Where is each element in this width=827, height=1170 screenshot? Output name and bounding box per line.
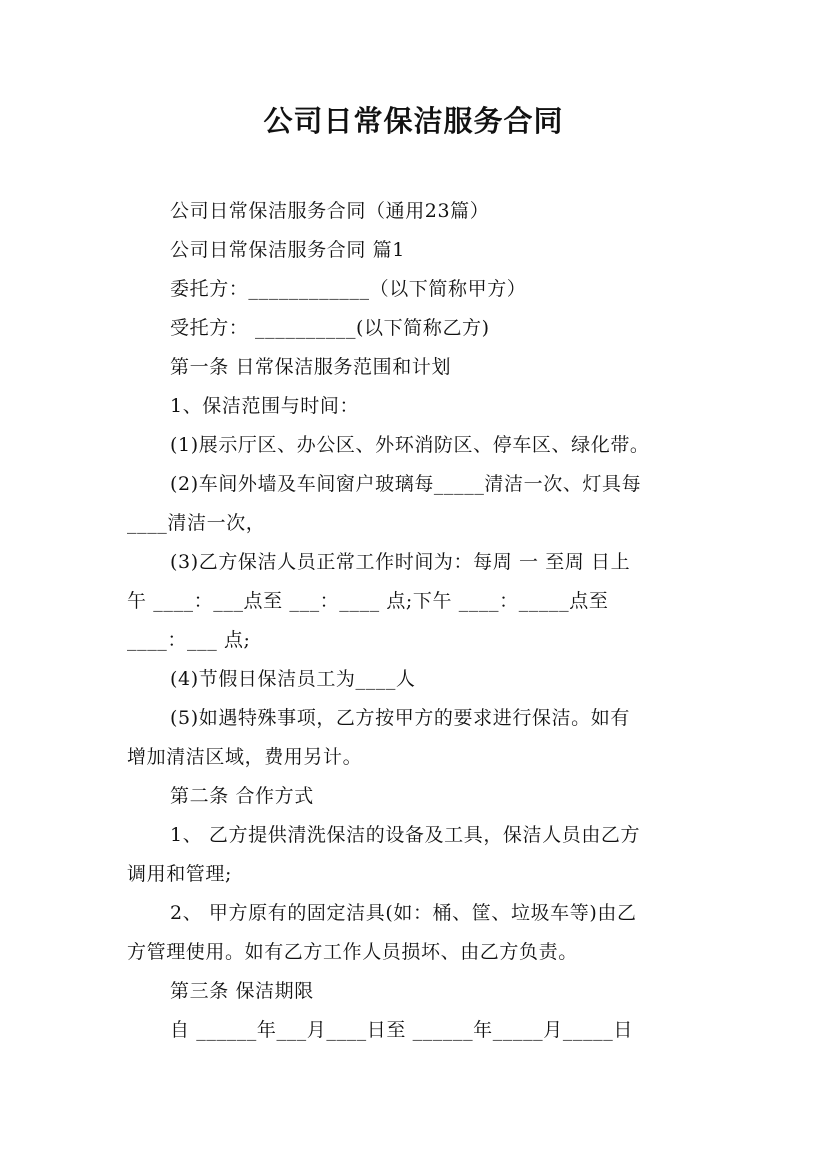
paragraph-line: (5)如遇特殊事项，乙方按甲方的要求进行保洁。如有: [170, 707, 630, 729]
paragraph-line: ____：___ 点;: [127, 629, 251, 651]
paragraph-line: 增加清洁区域，费用另计。: [127, 746, 363, 768]
paragraph-line: 2、 甲方原有的固定洁具(如：桶、筐、垃圾车等)由乙: [170, 902, 637, 924]
paragraph-line: (2)车间外墙及车间窗户玻璃每_____清洁一次、灯具每: [170, 473, 642, 495]
article-3-heading: 第三条 保洁期限: [170, 980, 314, 1002]
paragraph-line: 午 ____：___点至 ___：____ 点;下午 ____：_____点至: [127, 590, 609, 612]
document-title: 公司日常保洁服务合同: [263, 104, 564, 138]
article-1-heading: 第一条 日常保洁服务范围和计划: [170, 356, 452, 378]
paragraph-line: 1、 乙方提供清洗保洁的设备及工具，保洁人员由乙方: [170, 824, 641, 846]
paragraph-line: 方管理使用。如有乙方工作人员损坏、由乙方负责。: [127, 941, 578, 963]
paragraph-line: 自 ______年___月____日至 ______年_____月_____日: [170, 1019, 633, 1041]
paragraph-line: (1)展示厅区、办公区、外环消防区、停车区、绿化带。: [170, 434, 650, 456]
party-a-line: 委托方：____________（以下简称甲方）: [170, 278, 527, 300]
paragraph-line: 1、保洁范围与时间：: [170, 395, 360, 417]
paragraph-line: (4)节假日保洁员工为____人: [170, 668, 416, 690]
contract-subheading: 公司日常保洁服务合同 篇1: [170, 239, 405, 261]
article-2-heading: 第二条 合作方式: [170, 785, 314, 807]
contract-heading: 公司日常保洁服务合同（通用23篇）: [170, 200, 490, 222]
paragraph-line: (3)乙方保洁人员正常工作时间为：每周 一 至周 日上: [170, 551, 631, 573]
paragraph-line: ____清洁一次，: [127, 512, 266, 534]
paragraph-line: 调用和管理;: [127, 863, 233, 885]
party-b-line: 受托方： __________(以下简称乙方): [170, 317, 490, 339]
